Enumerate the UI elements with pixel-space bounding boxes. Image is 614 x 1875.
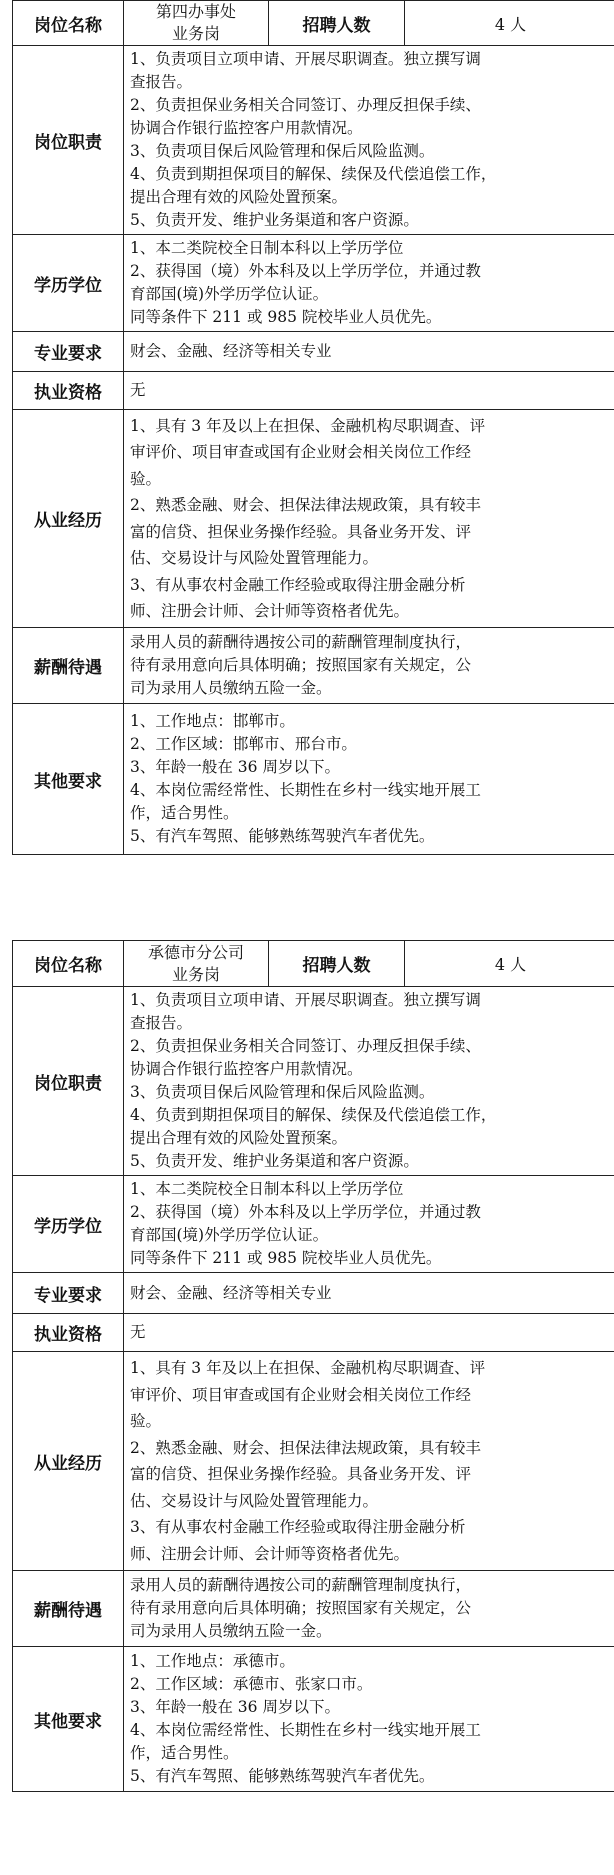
education-line: 1、本二类院校全日制本科以上学历学位 [130,1180,404,1198]
other-line: 5、有汽车驾照、能够熟练驾驶汽车者优先。 [130,1767,435,1785]
recruit-count-value: 4 人 [405,941,614,987]
other-row [13,1647,614,1792]
other-line: 4、本岗位需经常性、长期性在乡村一线实地开展工 [130,781,481,799]
other-line: 3、年龄一般在 36 周岁以下。 [130,758,340,776]
experience-line: 1、具有 3 年及以上在担保、金融机构尽职调查、评 [130,1359,486,1377]
education-content [124,235,614,332]
other-label: 其他要求 [13,1647,124,1792]
header-row [13,1,614,46]
other-line: 2、工作区域：承德市、张家口市。 [130,1675,373,1693]
experience-row [13,410,614,628]
salary-label: 薪酬待遇 [13,1571,124,1647]
other-line: 1、工作地点：邯郸市。 [130,712,295,730]
experience-line: 师、注册会计师、会计师等资格者优先。 [130,602,410,620]
duties-line: 3、负责项目保后风险管理和保后风险监测。 [130,1083,435,1101]
other-line: 3、年龄一般在 36 周岁以下。 [130,1698,340,1716]
experience-line: 验。 [130,469,162,488]
duties-label: 岗位职责 [13,46,124,235]
recruit-count-label: 招聘人数 [269,1,405,46]
experience-line: 审评价、项目审查或国有企业财会相关岗位工作经 [130,1385,472,1404]
duties-line: 5、负责开发、维护业务渠道和客户资源。 [130,211,419,229]
position-line2: 业务岗 [171,964,220,984]
experience-label: 从业经历 [13,1352,124,1571]
experience-line: 师、注册会计师、会计师等资格者优先。 [130,1544,410,1563]
other-label: 其他要求 [13,704,124,855]
education-line: 同等条件下 211 或 985 院校毕业人员优先。 [130,1249,442,1267]
salary-row [13,628,614,704]
experience-line: 3、有从事农村金融工作经验或取得注册金融分析 [130,1518,466,1536]
header-row [13,941,614,987]
education-label: 学历学位 [13,235,124,332]
duties-line: 协调合作银行监控客户用款情况。 [130,1060,363,1078]
other-line: 5、有汽车驾照、能够熟练驾驶汽车者优先。 [130,827,435,845]
experience-line: 验。 [130,1412,162,1430]
duties-line: 查报告。 [130,73,193,91]
duties-line: 2、负责担保业务相关合同签订、办理反担保手续、 [130,1037,481,1055]
position-name-label: 岗位名称 [13,1,124,46]
salary-content [124,628,614,704]
salary-line: 司为录用人员缴纳五险一金。 [130,679,332,697]
duties-row [13,46,614,235]
education-content [124,1176,614,1273]
experience-line: 估、交易设计与风险处置管理能力。 [130,1491,379,1510]
education-row [13,235,614,332]
experience-line: 审评价、项目审查或国有企业财会相关岗位工作经 [130,443,472,461]
major-row [13,332,614,372]
other-line: 作，适合男性。 [130,804,239,822]
other-line: 4、本岗位需经常性、长期性在乡村一线实地开展工 [130,1721,481,1739]
duties-line: 1、负责项目立项申请、开展尽职调查。独立撰写调 [130,991,481,1009]
qualification-row [13,372,614,410]
position-line1: 第四办事处 [155,2,236,21]
experience-row [13,1352,614,1571]
experience-line: 估、交易设计与风险处置管理能力。 [130,549,379,567]
position-name-label: 岗位名称 [13,941,124,987]
experience-line: 1、具有 3 年及以上在担保、金融机构尽职调查、评 [130,416,486,435]
duties-label: 岗位职责 [13,987,124,1176]
other-content [124,1647,614,1792]
duties-line: 4、负责到期担保项目的解保、续保及代偿追偿工作， [130,1106,497,1124]
duties-line: 5、负责开发、维护业务渠道和客户资源。 [130,1152,419,1170]
duties-row [13,987,614,1176]
experience-line: 富的信贷、担保业务操作经验。具备业务开发、评 [130,522,472,541]
major-content: 财会、金融、经济等相关专业 [124,332,614,372]
duties-content [124,46,614,235]
education-line: 育部国(境)外学历学位认证。 [130,1226,329,1244]
qualification-content: 无 [124,1314,614,1352]
position-line2: 业务岗 [171,24,220,43]
education-line: 1、本二类院校全日制本科以上学历学位 [130,239,404,257]
job-table-2 [12,940,614,1792]
duties-line: 协调合作银行监控客户用款情况。 [130,119,363,137]
education-line: 2、获得国（境）外本科及以上学历学位，并通过教 [130,262,481,280]
education-line: 2、获得国（境）外本科及以上学历学位，并通过教 [130,1203,481,1221]
education-line: 育部国(境)外学历学位认证。 [130,285,329,303]
other-row [13,704,614,855]
duties-line: 2、负责担保业务相关合同签订、办理反担保手续、 [130,96,481,114]
salary-line: 待有录用意向后具体明确；按照国家有关规定，公 [130,656,472,674]
salary-line: 待有录用意向后具体明确；按照国家有关规定，公 [130,1599,472,1617]
qualification-row [13,1314,614,1352]
salary-line: 录用人员的薪酬待遇按公司的薪酬管理制度执行， [130,633,472,651]
job-table-1 [12,0,614,855]
major-label: 专业要求 [13,332,124,372]
major-row [13,1273,614,1314]
duties-line: 4、负责到期担保项目的解保、续保及代偿追偿工作， [130,165,497,183]
experience-content [124,1352,614,1571]
position-line1: 承德市分公司 [147,942,244,962]
duties-line: 1、负责项目立项申请、开展尽职调查。独立撰写调 [130,50,481,68]
salary-content [124,1571,614,1647]
other-line: 1、工作地点：承德市。 [130,1652,295,1670]
duties-content [124,987,614,1176]
experience-line: 2、熟悉金融、财会、担保法律法规政策，具有较丰 [130,496,481,514]
qualification-content: 无 [124,372,614,410]
experience-label: 从业经历 [13,410,124,628]
experience-content [124,410,614,628]
duties-line: 提出合理有效的风险处置预案。 [130,1129,348,1147]
recruit-count-label: 招聘人数 [269,941,405,987]
salary-label: 薪酬待遇 [13,628,124,704]
other-content [124,704,614,855]
duties-line: 提出合理有效的风险处置预案。 [130,188,348,206]
duties-line: 查报告。 [130,1014,193,1032]
education-label: 学历学位 [13,1176,124,1273]
salary-line: 录用人员的薪酬待遇按公司的薪酬管理制度执行， [130,1576,472,1594]
qualification-label: 执业资格 [13,372,124,410]
recruit-count-value: 4 人 [405,1,614,46]
experience-line: 富的信贷、担保业务操作经验。具备业务开发、评 [130,1465,472,1483]
experience-line: 3、有从事农村金融工作经验或取得注册金融分析 [130,575,466,594]
education-line: 同等条件下 211 或 985 院校毕业人员优先。 [130,308,442,326]
other-line: 2、工作区域：邯郸市、邢台市。 [130,735,357,753]
major-content: 财会、金融、经济等相关专业 [124,1273,614,1314]
major-label: 专业要求 [13,1273,124,1314]
experience-line: 2、熟悉金融、财会、担保法律法规政策，具有较丰 [130,1438,481,1457]
position-name-value [124,941,269,987]
education-row [13,1176,614,1273]
qualification-label: 执业资格 [13,1314,124,1352]
position-name-value [124,1,269,46]
duties-line: 3、负责项目保后风险管理和保后风险监测。 [130,142,435,160]
salary-line: 司为录用人员缴纳五险一金。 [130,1622,332,1640]
other-line: 作，适合男性。 [130,1744,239,1762]
salary-row [13,1571,614,1647]
